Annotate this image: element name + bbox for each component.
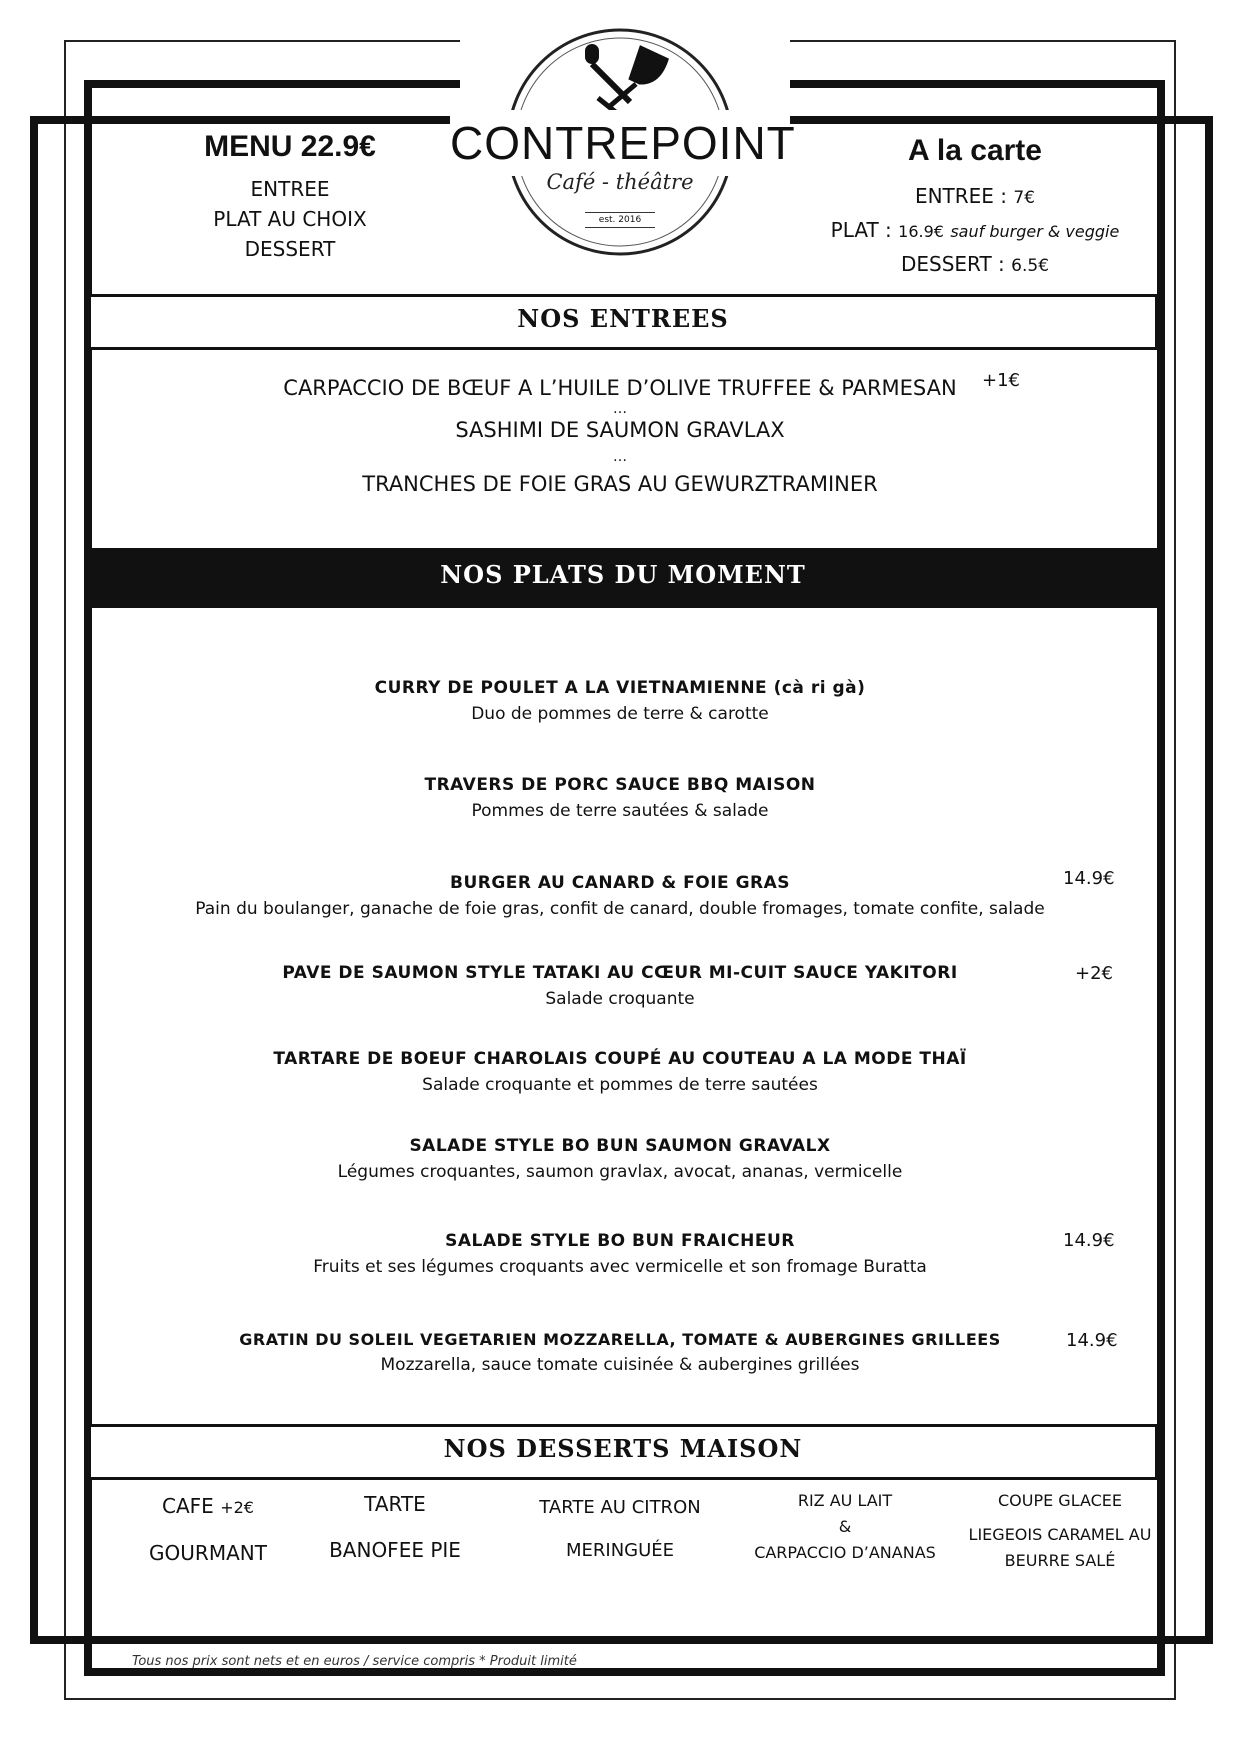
dessert-coupe	[955, 1488, 1165, 1574]
logo-wordmark: CONTREPOINT	[450, 110, 790, 176]
entree-label: ENTREE :	[914, 184, 1008, 208]
plat-title: GRATIN DU SOLEIL VEGETARIEN MOZZARELLA, TOMATE & AUBERGINES GRILLEES	[239, 1330, 1001, 1349]
plat-desc: Pommes de terre sautées & salade	[471, 801, 769, 821]
plat-desc: Mozzarella, sauce tomate cuisinée & aubergines grillées	[380, 1355, 860, 1375]
plat-desc: Salade croquante et pommes de terre sautées	[422, 1075, 818, 1095]
entree-price: 7€	[1013, 188, 1036, 208]
dessert-tarte-line2: BANOFEE PIE	[329, 1538, 461, 1562]
a-la-carte	[800, 134, 1150, 282]
plat-desc: Pain du boulanger, ganache de foie gras, confit de canard, double fromages, tomate confite, salade	[195, 899, 1045, 919]
dessert-cafe	[108, 1492, 308, 1567]
dessert-cafe-supplement: +2€	[220, 1498, 254, 1517]
plat-item	[150, 873, 1090, 919]
plat-desc: Duo de pommes de terre & carotte	[471, 704, 769, 724]
entrees-list	[150, 374, 1090, 498]
dessert-riz-line3: CARPACCIO D’ANANAS	[754, 1543, 936, 1562]
dessert-riz-line1: RIZ AU LAIT	[797, 1491, 893, 1510]
dessert-coupe-line1: COUPE GLACEE	[997, 1491, 1123, 1510]
logo-subtitle: Café - théâtre	[546, 170, 694, 194]
plat-item	[150, 775, 1090, 821]
menu-formula	[150, 130, 430, 264]
dessert-cafe-name: CAFE	[162, 1494, 214, 1518]
plat-desc: Salade croquante	[545, 989, 695, 1009]
dessert-tarte-line1: TARTE	[364, 1492, 426, 1516]
a-la-carte-title: A la carte	[908, 134, 1042, 167]
plat-price: 16.9€	[898, 222, 944, 241]
entrees-heading: NOS ENTREES	[517, 304, 729, 333]
plat-item	[150, 1330, 1090, 1375]
plat-item	[150, 1136, 1090, 1182]
dessert-citron	[520, 1494, 720, 1565]
entree-supplement: +1€	[982, 370, 1020, 391]
dessert-coupe-line2: LIEGEOIS CARAMEL AU	[968, 1525, 1152, 1544]
plat-title: CURRY DE POULET A LA VIETNAMIENNE (cà ri gà)	[374, 678, 866, 698]
desserts-heading: NOS DESSERTS MAISON	[443, 1434, 803, 1463]
logo	[450, 20, 796, 260]
plat-title: SALADE STYLE BO BUN SAUMON GRAVALX	[409, 1136, 831, 1156]
a-la-carte-plat	[800, 214, 1150, 248]
entree-item: SASHIMI DE SAUMON GRAVLAX	[455, 418, 785, 442]
dessert-price: 6.5€	[1011, 256, 1050, 276]
plat-title: TRAVERS DE PORC SAUCE BBQ MAISON	[424, 775, 816, 795]
plat-item	[150, 963, 1090, 1009]
plat-title: TARTARE DE BOEUF CHAROLAIS COUPÉ AU COUTEAU A LA MODE THAÏ	[273, 1049, 967, 1069]
a-la-carte-entree	[800, 180, 1150, 214]
entree-item: CARPACCIO DE BŒUF A L’HUILE D’OLIVE TRUFFEE & PARMESAN	[283, 376, 957, 400]
dessert-tarte	[295, 1490, 495, 1564]
plat-label: PLAT :	[830, 218, 892, 242]
plat-title: PAVE DE SAUMON STYLE TATAKI AU CŒUR MI-CUIT SAUCE YAKITORI	[282, 963, 958, 983]
menu-formula-item: PLAT AU CHOIX	[213, 207, 367, 231]
menu-formula-item: ENTREE	[250, 177, 330, 201]
plat-title: BURGER AU CANARD & FOIE GRAS	[449, 873, 791, 893]
dessert-cafe-line2: GOURMANT	[149, 1541, 267, 1565]
entree-separator: …	[613, 449, 627, 465]
plat-item	[150, 1231, 1090, 1277]
plat-item	[150, 1049, 1090, 1095]
menu-formula-title: MENU 22.9€	[204, 130, 376, 163]
plat-desc: Fruits et ses légumes croquants avec vermicelle et son fromage Buratta	[313, 1257, 927, 1277]
footer-note: Tous nos prix sont nets et en euros / service compris * Produit limité	[132, 1654, 577, 1669]
plat-desc: Légumes croquantes, saumon gravlax, avocat, ananas, vermicelle	[337, 1162, 903, 1182]
dessert-cafe-line1	[108, 1492, 308, 1522]
logo-est: est. 2016	[585, 212, 655, 228]
dessert-riz	[735, 1488, 955, 1566]
plat-price: +2€	[1075, 963, 1113, 984]
plat-price: 14.9€	[1063, 868, 1115, 889]
plat-price: 14.9€	[1066, 1330, 1118, 1351]
dessert-label: DESSERT :	[900, 252, 1005, 276]
plat-price: 14.9€	[1063, 1230, 1115, 1251]
entree-separator: …	[613, 401, 627, 417]
plat-title: SALADE STYLE BO BUN FRAICHEUR	[445, 1231, 795, 1251]
menu-formula-item: DESSERT	[244, 237, 336, 261]
entree-item: TRANCHES DE FOIE GRAS AU GEWURZTRAMINER	[362, 472, 878, 496]
dessert-riz-line2: &	[838, 1517, 852, 1536]
dessert-coupe-line3: BEURRE SALÉ	[1004, 1551, 1116, 1570]
dessert-citron-line2: MERINGUÉE	[565, 1540, 675, 1561]
plats-heading: NOS PLATS DU MOMENT	[440, 560, 806, 589]
plat-note: sauf burger & veggie	[950, 222, 1120, 241]
plat-item	[150, 678, 1090, 724]
a-la-carte-dessert	[800, 248, 1150, 282]
dessert-citron-line1: TARTE AU CITRON	[539, 1497, 701, 1518]
